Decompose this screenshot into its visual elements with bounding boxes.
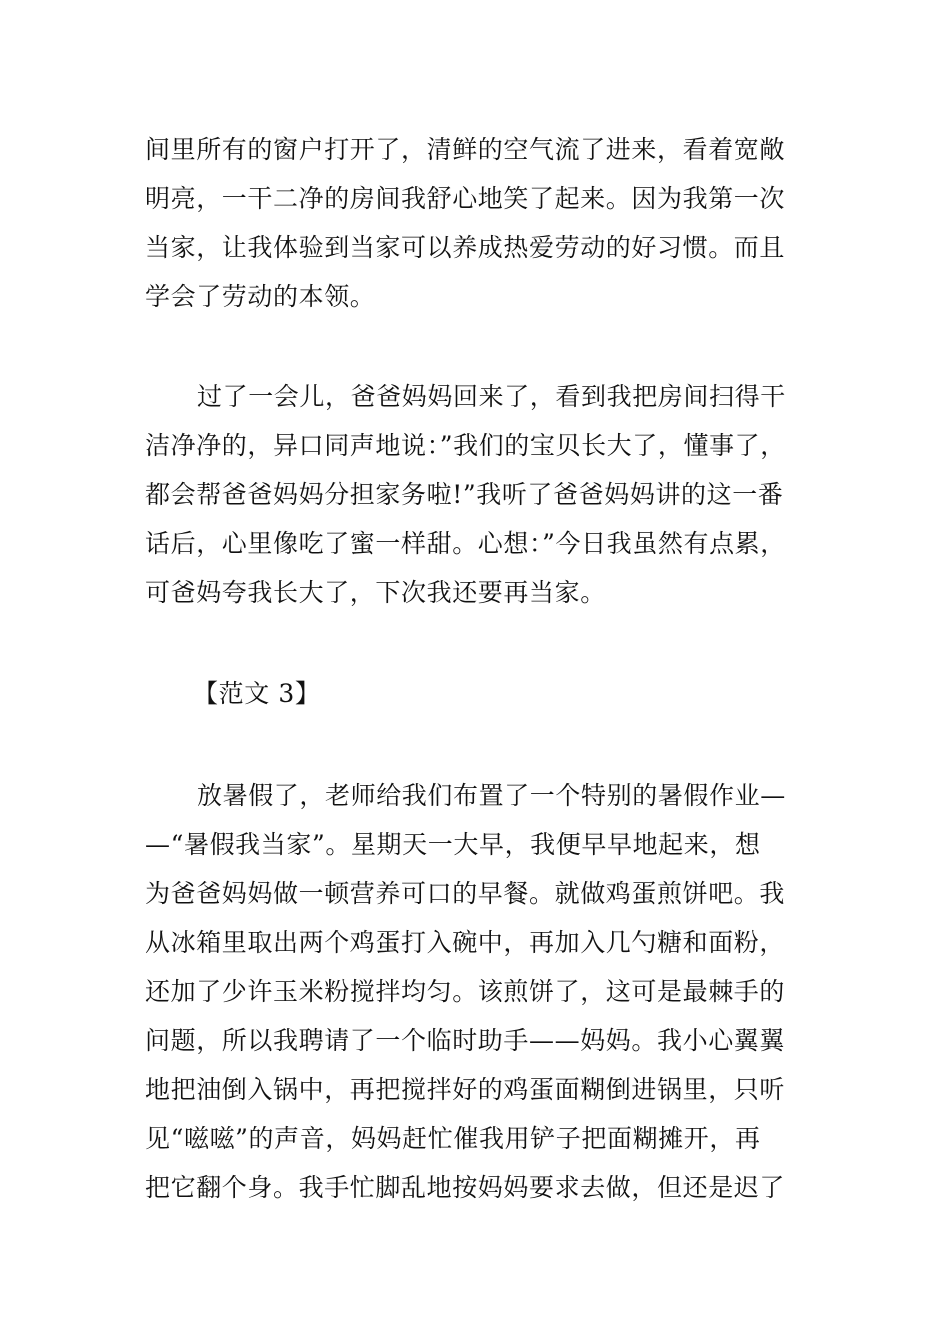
paragraph-line: 过了一会儿，爸爸妈妈回来了，看到我把房间扫得干 <box>197 382 786 411</box>
paragraph-line: 间里所有的窗户打开了，清鲜的空气流了进来，看着宽敞 <box>145 135 786 164</box>
section-heading: 【范文 3】 <box>193 679 321 708</box>
paragraph-line: 洁净净的，异口同声地说：”我们的宝贝长大了，懂事了， <box>145 431 786 460</box>
paragraph-line: 为爸爸妈妈做一顿营养可口的早餐。就做鸡蛋煎饼吧。我 <box>145 879 786 908</box>
paragraph-line: 把它翻个身。我手忙脚乱地按妈妈要求去做，但还是迟了 <box>145 1173 786 1202</box>
paragraph-line: 都会帮爸爸妈妈分担家务啦!”我听了爸爸妈妈讲的这一番 <box>145 480 784 509</box>
paragraph-line: —“暑假我当家”。星期天一大早，我便早早地起来，想 <box>145 830 761 859</box>
paragraph-line: 话后，心里像吃了蜜一样甜。心想：”今日我虽然有点累， <box>145 529 786 558</box>
paragraph-line: 问题，所以我聘请了一个临时助手——妈妈。我小心翼翼 <box>145 1026 786 1055</box>
paragraph-line: 从冰箱里取出两个鸡蛋打入碗中，再加入几勺糖和面粉， <box>145 928 786 957</box>
paragraph-line: 当家，让我体验到当家可以养成热爱劳动的好习惯。而且 <box>145 233 786 262</box>
paragraph-line: 可爸妈夸我长大了，下次我还要再当家。 <box>145 578 606 607</box>
paragraph-line: 见“嗞嗞”的声音，妈妈赶忙催我用铲子把面糊摊开，再 <box>145 1124 761 1153</box>
paragraph-line: 明亮，一干二净的房间我舒心地笑了起来。因为我第一次 <box>145 184 786 213</box>
paragraph-line: 还加了少许玉米粉搅拌均匀。该煎饼了，这可是最棘手的 <box>145 977 786 1006</box>
paragraph-line: 地把油倒入锅中，再把搅拌好的鸡蛋面糊倒进锅里，只听 <box>145 1075 786 1104</box>
paragraph-line: 学会了劳动的本领。 <box>145 282 376 311</box>
paragraph-line: 放暑假了，老师给我们布置了一个特别的暑假作业— <box>197 781 786 810</box>
